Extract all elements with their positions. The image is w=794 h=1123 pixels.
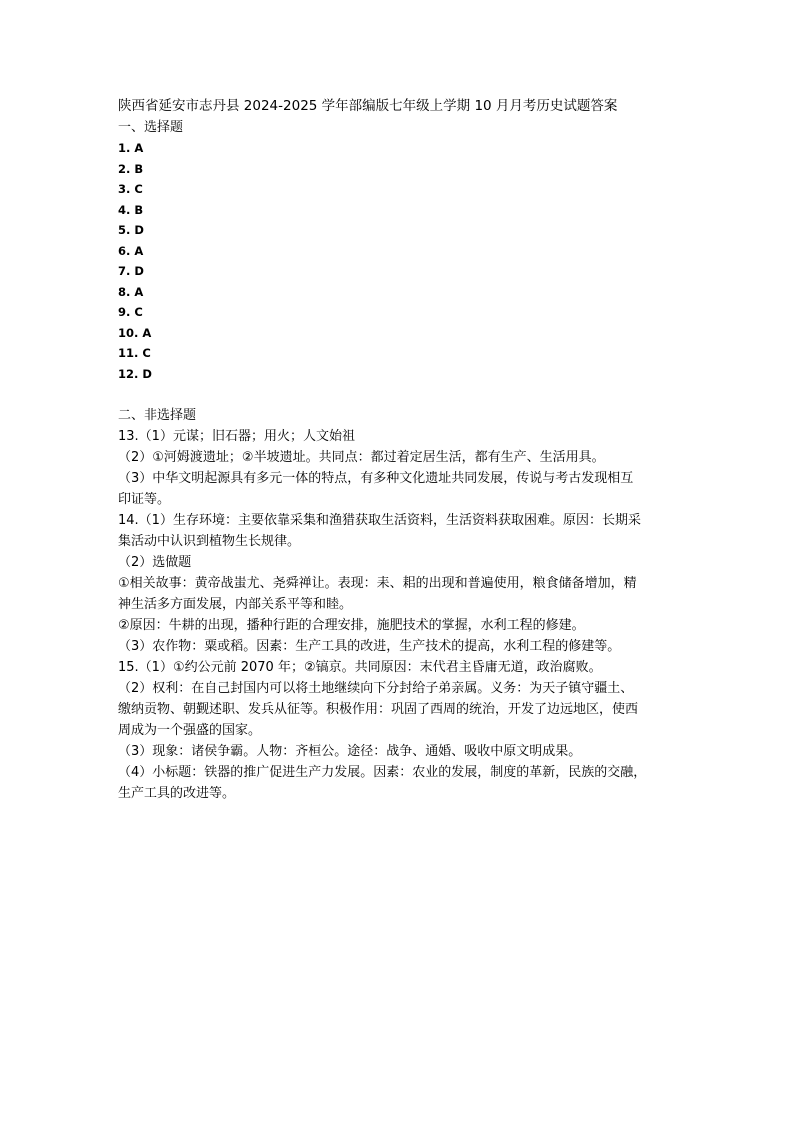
choice-answer-list — [118, 138, 682, 384]
choice-answer: 10. A — [118, 325, 152, 340]
answer-line: （4）小标题：铁器的推广促进生产力发展。因素：农业的发展，制度的革新，民族的交融， — [118, 764, 647, 780]
answer-line: ①相关故事：黄帝战蚩尤、尧舜禅让。表现：耒、耜的出现和普遍使用，粮食储备增加，精 — [118, 575, 637, 591]
answer-line: 14.（1）生存环境：主要依靠采集和渔猎获取生活资料，生活资料获取困难。原因：长期采 — [118, 512, 641, 528]
answer-line: （3）农作物：粟或稻。因素：生产工具的改进，生产技术的提高，水利工程的修建等。 — [118, 638, 621, 654]
answer-line: 周成为一个强盛的国家。 — [118, 722, 262, 738]
nonchoice-answer-body — [118, 426, 682, 804]
choice-answer: 8. A — [118, 284, 144, 299]
choice-answer: 2. B — [118, 161, 144, 176]
choice-answer: 3. C — [118, 182, 143, 196]
answer-line: 生产工具的改进等。 — [118, 785, 236, 801]
choice-answer: 12. D — [118, 366, 152, 381]
section-heading-choice: 一、选择题 — [118, 120, 184, 135]
answer-line: （2）选做题 — [118, 554, 192, 570]
choice-answer: 5. D — [118, 223, 144, 237]
answer-line: 集活动中认识到植物生长规律。 — [118, 533, 301, 549]
answer-line: （2）权利：在自己封国内可以将土地继续向下分封给子弟亲属。义务：为天子镇守疆土、 — [118, 680, 634, 696]
answer-line: （3）中华文明起源具有多元一体的特点，有多种文化遗址共同发展，传说与考古发现相互 — [118, 470, 634, 486]
answer-line: 13.（1）元谋；旧石器；用火；人文始祖 — [118, 428, 355, 444]
answer-line: （2）①河姆渡遗址；②半坡遗址。共同点：都过着定居生活，都有生产、生活用具。 — [118, 449, 605, 465]
spacer — [118, 384, 682, 405]
choice-answer: 1. A — [118, 141, 144, 155]
choice-answer: 6. A — [118, 243, 144, 258]
answer-line: 15.（1）①约公元前 2070 年；②镐京。共同原因：末代君主昏庸无道，政治腐败。 — [118, 659, 602, 675]
choice-answer: 4. B — [118, 202, 144, 217]
choice-answer: 7. D — [118, 264, 144, 278]
document-title: 陕西省延安市志丹县 2024-2025 学年部编版七年级上学期 10 月月考历史试题答案 — [118, 98, 618, 114]
section-heading-nonchoice: 二、非选择题 — [118, 407, 197, 423]
choice-answer: 11. C — [118, 346, 151, 360]
answer-line: （3）现象：诸侯争霸。人物：齐桓公。途径：战争、通婚、吸收中原文明成果。 — [118, 743, 582, 759]
answer-line: 神生活多方面发展，内部关系平等和睦。 — [118, 596, 353, 612]
answer-line: ②原因：牛耕的出现，播种行距的合理安排，施肥技术的掌握，水利工程的修建。 — [118, 617, 585, 633]
answer-line: 印证等。 — [118, 491, 171, 507]
choice-answer: 9. C — [118, 305, 143, 319]
answer-line: 缴纳贡物、朝觐述职、发兵从征等。积极作用：巩固了西周的统治，开发了边远地区，使西 — [118, 701, 639, 717]
